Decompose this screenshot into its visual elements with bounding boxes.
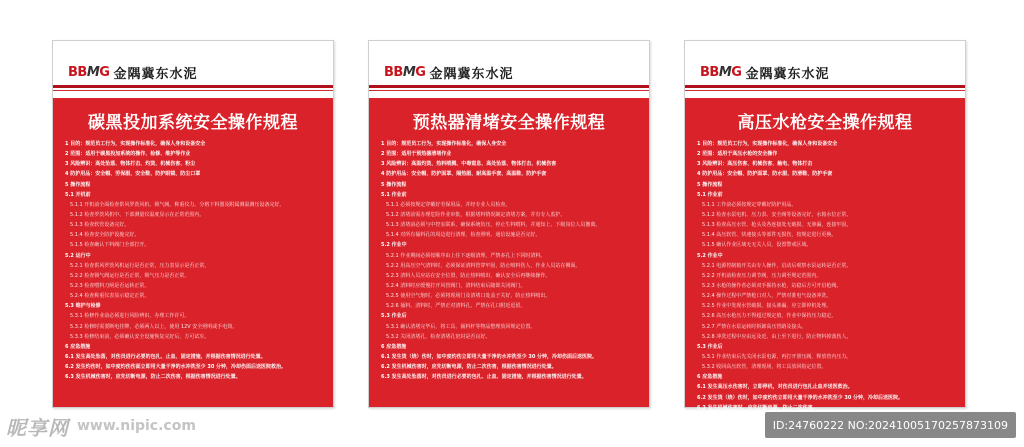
company-name: 金隅冀东水泥 — [429, 66, 514, 82]
procedure-line: 5.3.1 检修作业前必须进行风险辨识，办理工作许可。 — [70, 313, 190, 320]
procedure-text — [65, 139, 323, 401]
procedure-line: 5.3 作业后 — [381, 313, 407, 320]
image-id-text: ID:24760222 NO:20241005170257873109 — [772, 418, 1008, 432]
site-url: www.nipic.com — [77, 418, 196, 434]
board-body — [53, 98, 333, 407]
board-title: 碳黑投加系统安全操作规程 — [88, 113, 298, 133]
procedure-line: 5 操作流程 — [697, 181, 723, 188]
procedure-line: 1 目的：规范员工行为，实现操作标准化，确保人身和设备安全 — [697, 141, 838, 147]
procedure-line: 5.3.2 收回高压软管，清理现场，将工具放回指定位置。 — [702, 364, 827, 371]
procedure-line: 1 目的：规范员工行为，实现操作标准化，确保人身安全 — [381, 141, 507, 147]
procedure-line: 5.2.5 作业中发现水管破损、接头渗漏，应立即停机处理。 — [702, 303, 832, 310]
site-logo: 昵享网 — [6, 415, 69, 440]
safety-board — [684, 40, 966, 411]
brand-mark: BBMG — [68, 64, 110, 80]
procedure-line: 4 防护用品：安全帽、防护面罩、防水服、防滑鞋、防护手套 — [697, 171, 833, 178]
procedure-line: 5.1.1 必须按规定穿戴好劳保用品，并经专业人员检查。 — [386, 201, 511, 208]
procedure-line: 5 操作流程 — [381, 181, 407, 188]
header-divider — [685, 90, 965, 91]
procedure-line: 5.2.4 检查称重仪表显示稳定正常。 — [70, 293, 150, 300]
procedure-line: 6 应急措施 — [697, 374, 723, 381]
procedure-line: 6.1 发生高压水伤害时，立即停机，对伤员进行包扎止血并送医救治。 — [697, 384, 853, 391]
board-title: 高压水枪安全操作规程 — [737, 113, 913, 133]
procedure-line: 5.3.2 关闭清堵孔，检查清堵孔密封是否良好。 — [386, 333, 491, 340]
header-stripe — [369, 85, 649, 88]
procedure-line: 1 目的：规范员工行为，实现操作标准化，确保人身和设备安全 — [65, 141, 206, 147]
procedure-line: 3 风险辨识：高压伤害、机械伤害、触电、物体打击 — [697, 161, 813, 168]
procedure-text — [697, 139, 955, 411]
procedure-line: 5.2.1 电源控制箱开关由专人操作，启动后观察水泵运转是否正常。 — [702, 262, 852, 269]
procedure-line: 6.1 发生高处坠落，对伤员进行必要的包扎、止血、固定措施，并根据伤害情况进行处置。 — [65, 353, 266, 360]
procedure-line: 6 应急措施 — [65, 343, 91, 350]
procedure-line: 6.2 发生灼伤时，如中度灼伤伤面立即用大量干净的水冲洗至少 30 分钟，冷却伤面后送医院救治。 — [65, 364, 287, 371]
procedure-line: 5.2.5 使用空气炮时，必须将现场门及清堵口处盖子关好，防止热料喷出。 — [386, 293, 551, 300]
procedure-line: 5.2.6 高压水枪压力不得超过规定值，作业中保持压力稳定。 — [702, 313, 837, 320]
procedure-line: 4 防护用品：安全帽、防护面罩、隔热服、耐高温手套、高温鞋、防护手套 — [381, 171, 547, 178]
procedure-line: 5.1.4 检查安全防护设施完好。 — [70, 232, 140, 239]
brand-mark: BBMG — [700, 64, 742, 80]
procedure-line: 5.1.4 高压软管、快速接头等部件无损伤，按规定进行更换。 — [702, 232, 837, 239]
procedure-line: 6 应急措施 — [381, 343, 407, 350]
procedure-line: 5.2 运行中 — [65, 252, 91, 259]
procedure-line: 5.1.3 检查软管设备完好。 — [70, 222, 130, 229]
company-logo — [384, 61, 513, 83]
board-header — [685, 41, 965, 97]
procedure-line: 5.3 维护与检修 — [65, 303, 101, 310]
procedure-line: 5.1.5 检查确认下料阀门全部打开。 — [70, 242, 150, 249]
procedure-line: 5.2.2 用高压空气清料时，必须保证清料管穿牢固，防止喷料伤人，作业人员站在侧面。 — [386, 262, 581, 269]
procedure-line: 5.1.1 工作前必须按规定穿戴好防护用品。 — [702, 201, 797, 208]
procedure-line: 5.2.7 严禁在水泵运转时拆卸高压管路及接头。 — [702, 323, 807, 330]
procedure-line: 5 操作流程 — [65, 181, 91, 188]
board-title: 预热器清堵安全操作规程 — [412, 113, 606, 133]
procedure-line: 6.3 发生高处坠落时，对伤员进行必要的包扎、止血、固定措施，并根据伤害情况进行处置。 — [381, 374, 587, 381]
company-logo — [700, 61, 829, 83]
header-divider — [53, 90, 333, 91]
procedure-line: 5.3.1 作业结束后先关闭水泵电源，再打开泄压阀，释放管内压力。 — [702, 353, 852, 360]
procedure-line: 5.2.6 捅料、清料时，严禁正对清料孔，严禁在孔口附近逗留。 — [386, 303, 526, 310]
procedure-line: 5.2.2 检查锁气阀运行是否正常，锁气压力是否正常。 — [70, 272, 190, 279]
procedure-line: 6.3 发生机械伤害时，应先切断电源，防止二次伤害，根据伤害情况进行处置。 — [65, 374, 241, 381]
procedure-text — [381, 139, 639, 401]
header-stripe — [53, 85, 333, 88]
procedure-line: 5.2.4 清料时应缓慢打开风管阀门，清料结束后随即关闭阀门。 — [386, 282, 526, 289]
image-id-badge — [765, 412, 1016, 438]
procedure-line: 6.2 发生机械伤害时，应先切断电源，防止二次伤害，根据伤害情况进行处置。 — [381, 364, 557, 371]
procedure-line: 5.2.8 冲洗过程中应由远及近、由上至下进行，防止物料掉落伤人。 — [702, 333, 852, 340]
procedure-line: 5.1.2 检查水泵电机、压力表、安全阀等设备完好，水箱水位正常。 — [702, 211, 852, 218]
procedure-line: 5.2.1 作业期间必须按顺序由上往下逐级清理，严禁多孔上下同时清料。 — [386, 252, 546, 259]
procedure-line: 5.1.5 确认作业区域无无关人员，设置警戒区域。 — [702, 242, 812, 249]
header-stripe — [685, 85, 965, 88]
procedure-line: 5.3 作业后 — [697, 343, 723, 350]
procedure-line: 5.1 作业前 — [381, 191, 407, 198]
procedure-line: 5.1.2 检查罗茨风机中、下部测量仪温度显示在正常范围内。 — [70, 211, 205, 218]
procedure-line: 5.2.2 开机前检查压力调节阀，压力调至规定范围内。 — [702, 272, 822, 279]
procedure-line: 4 防护用品：安全帽、劳保服、安全鞋、防护眼镜、防尘口罩 — [65, 171, 201, 178]
procedure-line: 5.2.1 检查供风罗茨风机运行是否正常，压力表显示是否正常。 — [70, 262, 210, 269]
procedure-line: 2 范围：适用于高压水枪的安全操作 — [697, 151, 778, 158]
procedure-line: 2 范围：适用于预热器清堵作业 — [381, 151, 452, 158]
procedure-line: 5.1.4 对所有捅料孔的周边进行清理，检查照明、通信设施是否完好。 — [386, 232, 541, 239]
procedure-line: 5.2.3 检查喂料刀闸是否运转正常。 — [70, 282, 150, 289]
safety-board — [368, 40, 650, 408]
procedure-line: 5.3.3 检修结束前，必须确认安全设施恢复完好后，方可试车。 — [70, 333, 210, 340]
procedure-line: 6.2 发生烫（烧）伤时，如中度灼伤立即用大量干净的水冲洗至少 30 分钟，冷却后送医院。 — [697, 394, 904, 401]
procedure-line: 5.2.4 操作过程中严禁枪口对人，严禁对准电气设备冲洗。 — [702, 293, 832, 300]
board-header — [53, 41, 333, 97]
company-name: 金隅冀东水泥 — [745, 66, 830, 82]
procedure-line: 5.3.2 检修时需要断电挂牌，必须两人以上，使用 12V 安全照明或手电筒。 — [70, 323, 238, 330]
procedure-line: 5.1.1 开机前全面检查供风罗茨风机、锁气阀、称重仪力、分格下料器及附属测温测压设备完好。 — [70, 201, 285, 208]
company-name: 金隅冀东水泥 — [113, 66, 198, 82]
procedure-line: 2 范围：适用于碳黑投加系统的操作、检修、维护等作业 — [65, 151, 191, 158]
procedure-line: 5.1.2 清堵前需办理危险作业审批，根据堵料情况制定清堵方案，并有专人监护。 — [386, 211, 566, 218]
company-logo — [68, 61, 197, 83]
board-body — [369, 98, 649, 407]
procedure-line: 5.1.3 清堵前必须与中控室联系，确保系统负压，停止生料喂料，并通知上、下级岗位人员撤离。 — [386, 222, 601, 229]
procedure-line: 3 风险辨识：高处坠落、物体打击、灼烫、机械伤害、粉尘 — [65, 161, 196, 168]
procedure-line: 5.2 作业中 — [697, 252, 723, 259]
board-body — [685, 98, 965, 411]
procedure-line: 6.3 发生机械伤害时，应先切断电源，防止二次伤害。 — [697, 404, 818, 411]
procedure-line: 5.1.3 检查高压水管、枪头及各连接处无破损、无渗漏，连接牢固。 — [702, 222, 852, 229]
header-divider — [369, 90, 649, 91]
procedure-line: 5.2.3 水枪的操作者必须双手握持水枪，站稳后方可开启枪阀。 — [702, 282, 842, 289]
safety-board — [52, 40, 334, 408]
procedure-line: 5.1 作业前 — [697, 191, 723, 198]
procedure-line: 5.3.1 确认清堵完毕后，将工具、捅料杆等物品整理放回规定位置。 — [386, 323, 536, 330]
procedure-line: 5.1 开机前 — [65, 191, 91, 198]
brand-mark: BBMG — [384, 64, 426, 80]
site-watermark — [6, 408, 196, 444]
procedure-line: 3 风险辨识：高温灼烫、热料喷溅、中毒窒息、高处坠落、物体打击、机械伤害 — [381, 161, 557, 168]
procedure-line: 5.2 作业中 — [381, 242, 407, 249]
board-header — [369, 41, 649, 97]
procedure-line: 5.2.3 清料人员应站在安全位置，防止热料喷出，确认安全后再继续操作。 — [386, 272, 551, 279]
procedure-line: 6.1 发生烫（烧）伤时，如中度灼伤立即用大量干净的水冲洗至少 30 分钟，冷却伤面后送医院。 — [381, 353, 598, 360]
